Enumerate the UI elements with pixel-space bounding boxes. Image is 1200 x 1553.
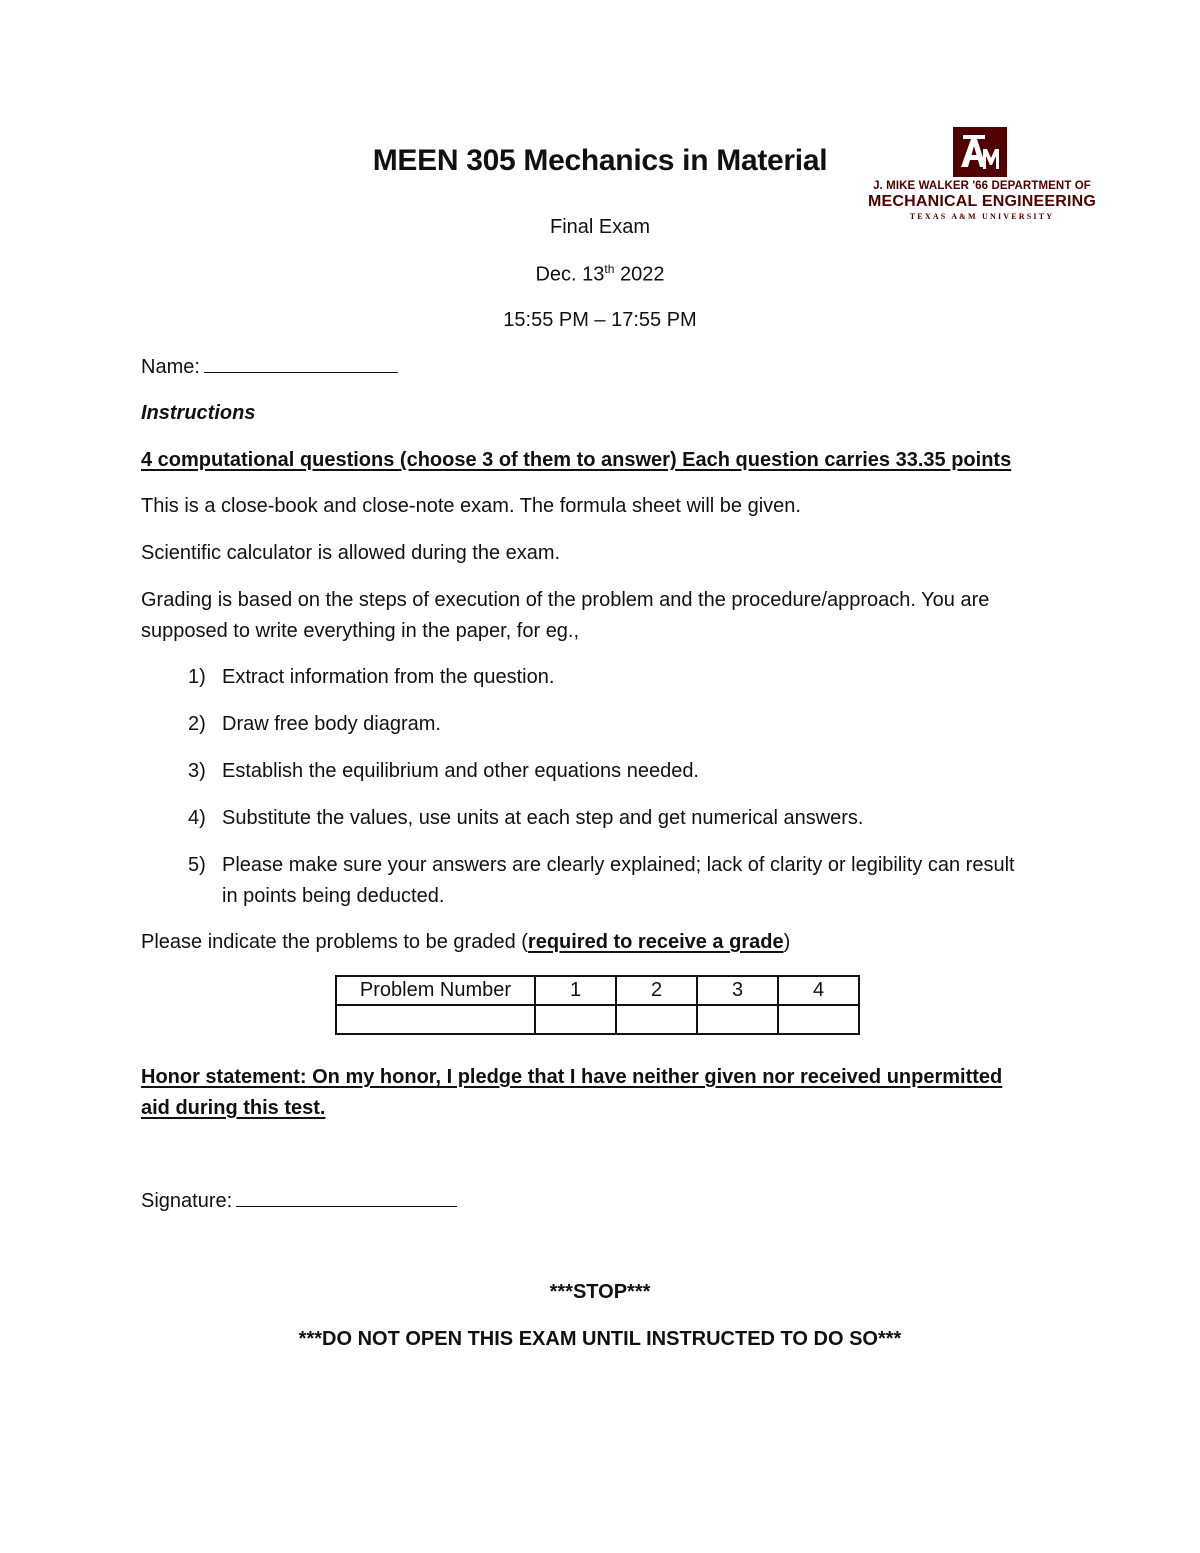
table-row [336, 1005, 859, 1034]
problem-selection-table [335, 975, 860, 1035]
calculator-note: Scientific calculator is allowed during the exam. [141, 542, 561, 564]
honor-statement-line2: aid during this test. [141, 1097, 326, 1119]
table-cell-blank[interactable] [336, 1005, 535, 1034]
signature-blank[interactable] [236, 1190, 457, 1207]
exam-time: 15:55 PM – 17:55 PM [503, 309, 697, 331]
name-field[interactable] [141, 356, 398, 379]
instructions-heading: Instructions [141, 402, 256, 424]
problem-3-cell[interactable] [697, 1005, 778, 1034]
signature-label: Signature: [141, 1190, 233, 1212]
table-header-cell: 2 [616, 976, 697, 1005]
table-header-cell: 1 [535, 976, 616, 1005]
exam-type: Final Exam [549, 216, 651, 238]
logo-university: TEXAS A&M UNIVERSITY [909, 212, 1055, 221]
signature-field[interactable] [141, 1190, 457, 1213]
table-header-cell: 3 [697, 976, 778, 1005]
table-row [336, 976, 859, 1005]
stop-notice: ***STOP*** [549, 1281, 651, 1303]
problem-1-cell[interactable] [535, 1005, 616, 1034]
grading-prompt: Please indicate the problems to be graded (required to receive a grade) [141, 931, 791, 953]
honor-statement-line1: Honor statement: On my honor, I pledge that I have neither given nor received unpermitted [141, 1066, 1003, 1088]
table-header-cell: Problem Number [336, 976, 535, 1005]
name-label: Name: [141, 356, 200, 378]
questions-note: 4 computational questions (choose 3 of them to answer) Each question carries 33.35 points [141, 449, 1012, 471]
table-header-cell: 4 [778, 976, 859, 1005]
exam-title: MEEN 305 Mechanics in Material [372, 144, 828, 177]
logo-mechanical-engineering: MECHANICAL ENGINEERING [867, 193, 1097, 210]
grading-note-line1: Grading is based on the steps of execution of the problem and the procedure/approach. You are [141, 589, 990, 611]
close-book-note: This is a close-book and close-note exam. The formula sheet will be given. [141, 495, 801, 517]
do-not-open-warning: ***DO NOT OPEN THIS EXAM UNTIL INSTRUCTED TO DO SO*** [298, 1328, 902, 1350]
problem-4-cell[interactable] [778, 1005, 859, 1034]
logo-department-line: J. MIKE WALKER '66 DEPARTMENT OF [873, 180, 1091, 192]
exam-date: Dec. 13th 2022 [535, 262, 665, 286]
problem-2-cell[interactable] [616, 1005, 697, 1034]
grading-note-line2: supposed to write everything in the paper, for eg., [141, 620, 580, 642]
tamu-logo-mark-icon [953, 127, 1007, 177]
name-blank[interactable] [204, 356, 398, 373]
